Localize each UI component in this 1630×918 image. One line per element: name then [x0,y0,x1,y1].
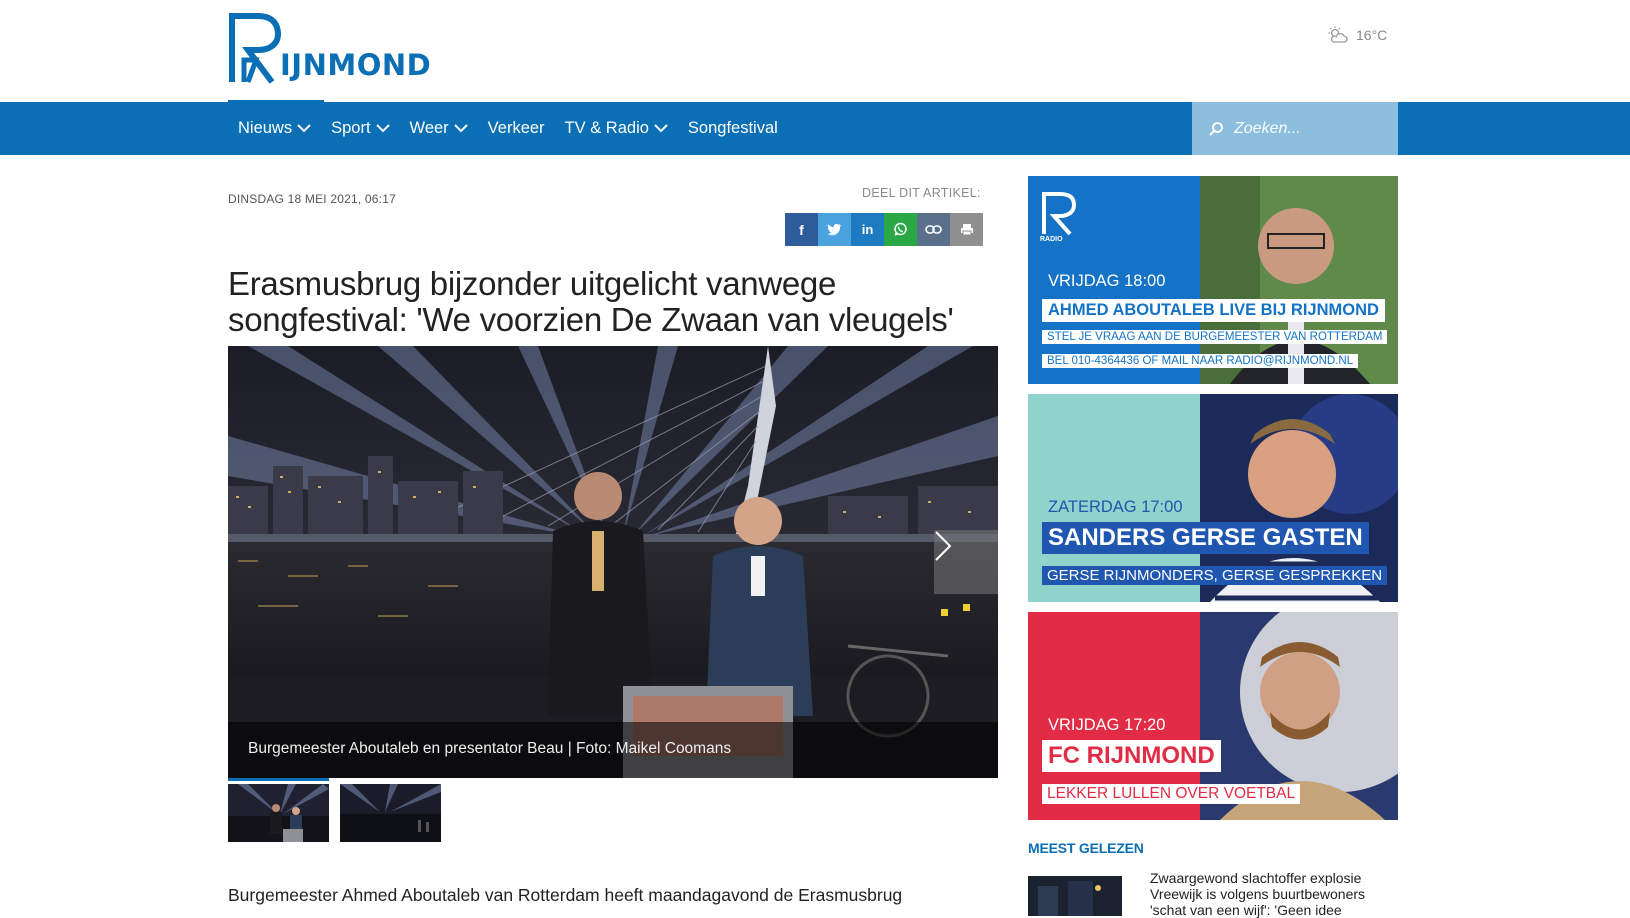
promo-subline-1: STEL JE VRAAG AAN DE BURGEMEESTER VAN ROTTERDAM [1042,330,1387,344]
nav-item-sport[interactable] [321,102,399,155]
site-header [0,0,1630,102]
radio-logo-badge [1040,190,1078,246]
nav-item-label: Sport [331,119,371,137]
promo-headline: FC RIJNMOND [1042,740,1221,772]
share-buttons [785,213,983,246]
nav-item-label: Songfestival [687,119,778,137]
promo-photo-aboutaleb [1200,176,1398,384]
article-title: Erasmusbrug bijzonder uitgelicht vanwege songfestival: 'We voorzien De Zwaan van vleugels' [228,265,954,338]
image-caption: Burgemeester Aboutaleb en presentator Beau | Foto: Maikel Coomans [228,722,998,778]
share-link-button[interactable] [917,213,950,246]
article-hero-image[interactable] [228,346,998,778]
promo-time: VRIJDAG 17:20 [1048,716,1166,734]
share-linkedin-button[interactable] [851,213,884,246]
weather-sun-cloud-icon [1326,26,1348,44]
promo-headline: SANDERS GERSE GASTEN [1042,522,1369,554]
most-read-image [1028,876,1122,916]
thumbnail-1[interactable] [228,784,329,842]
nav-items [228,102,788,155]
nav-item-tv-radio[interactable] [555,102,678,155]
thumbnail-image [340,784,441,842]
nav-item-nieuws[interactable] [228,102,321,155]
weather-widget[interactable] [1326,26,1387,44]
facebook-icon: f [799,221,804,238]
search-input[interactable] [1234,120,1394,138]
twitter-icon [827,223,842,236]
most-read-item-1[interactable]: Zwaargewond slachtoffer explosie Vreewijk is volgens buurtbewoners 'schat van een wijf': 'Geen idee [1150,870,1366,918]
article-body-start: Burgemeester Ahmed Aboutaleb van Rotterdam heeft maandagavond de Erasmusbrug [228,885,903,905]
weather-temperature: 16°C [1356,27,1388,43]
nav-item-songfestival[interactable] [678,102,788,155]
logo-r-mark [228,12,284,84]
share-twitter-button[interactable] [818,213,851,246]
nav-item-label: TV & Radio [564,119,649,137]
print-icon [960,223,974,236]
nav-item-label: Weer [409,119,449,137]
erasmusbrug-photo [228,346,998,778]
share-facebook-button[interactable] [785,213,818,246]
share-print-button[interactable] [950,213,983,246]
nav-item-label: Nieuws [238,119,293,137]
whatsapp-icon [893,222,908,237]
image-thumbnails [228,784,441,842]
promo-headline: AHMED ABOUTALEB LIVE BIJ RIJNMOND [1042,299,1385,322]
logo-text: IJNMOND [280,48,432,82]
chevron-down-icon [376,124,390,133]
search-box[interactable] [1192,102,1398,155]
most-read-thumbnail[interactable] [1028,876,1122,916]
chevron-down-icon [654,124,668,133]
radio-label: RADIO [1040,236,1063,243]
nav-item-verkeer[interactable] [478,102,555,155]
most-read-heading: MEEST GELEZEN [1028,840,1144,856]
promo-time: VRIJDAG 18:00 [1048,272,1166,290]
chevron-down-icon [454,124,468,133]
promo-aboutaleb-live[interactable] [1028,176,1398,384]
nav-item-weer[interactable] [400,102,478,155]
promo-sanders-gerse-gasten[interactable] [1028,394,1398,602]
main-navigation [0,102,1630,155]
promo-fc-rijnmond[interactable] [1028,612,1398,820]
rijnmond-radio-icon [1040,190,1078,236]
next-image-button[interactable] [934,530,998,594]
nav-item-label: Verkeer [487,119,545,137]
share-label: DEEL DIT ARTIKEL: [862,186,981,200]
article-date: DINSDAG 18 MEI 2021, 06:17 [228,192,396,206]
chevron-down-icon [297,124,311,133]
thumbnail-2[interactable] [340,784,441,842]
promo-time: ZATERDAG 17:00 [1048,498,1183,516]
chevron-right-icon [934,530,952,562]
rijnmond-logo[interactable] [228,12,438,84]
share-whatsapp-button[interactable] [884,213,917,246]
thumbnail-image [228,784,329,842]
promo-subline-1: GERSE RIJNMONDERS, GERSE GESPREKKEN [1042,566,1387,585]
promo-subline-2: BEL 010-4364436 OF MAIL NAAR RADIO@RIJNMOND.NL [1042,354,1358,368]
linkedin-icon: in [861,222,874,237]
promo-subline-1: LEKKER LULLEN OVER VOETBAL [1042,784,1300,804]
search-icon [1208,121,1224,137]
link-icon [925,224,942,235]
